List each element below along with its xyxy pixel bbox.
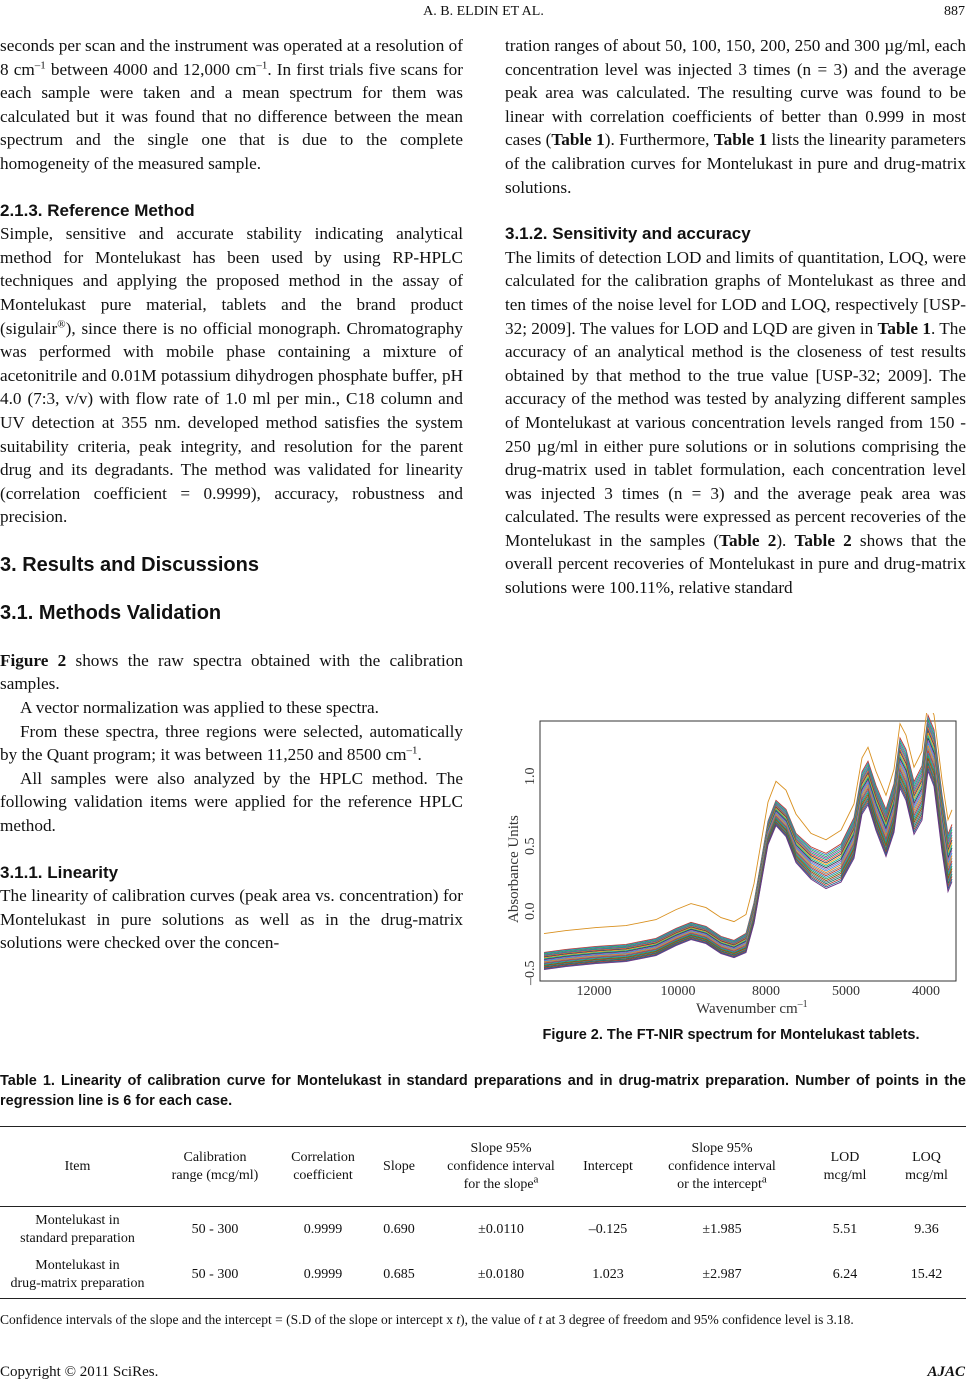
paragraph: From these spectra, three regions were selected, automatically by the Quant program; it was between 11,250 and 8500 $cm^{-1}$. (0, 721, 463, 765)
table-row (0, 1253, 966, 1299)
cell-intercept-ci: ±1.985 (702, 1221, 742, 1237)
y-tick-label: 0.0 (523, 902, 538, 920)
x-tick-label: 4000 (912, 984, 940, 999)
cell-slope-ci: ±0.0180 (427, 1253, 575, 1299)
journal-abbrev: AJAC (927, 1364, 965, 1380)
paragraph: All samples were also analyzed by the HPLC method. The following validation items were applied for the reference HPLC method. (0, 768, 463, 836)
col-header-correlation: Correlation coefficient (275, 1127, 371, 1207)
y-axis-label: Absorbance Units (506, 815, 522, 923)
col-header-intercept: Intercept (575, 1127, 641, 1207)
section-heading-3: 3. Results and Discussions (0, 553, 259, 576)
cell-slope-ci: ±0.0110 (478, 1221, 524, 1237)
copyright-notice: Copyright © 2011 SciRes. (0, 1364, 159, 1380)
x-tick-label: 12000 (576, 984, 612, 999)
cell-lod: 6.24 (803, 1253, 887, 1299)
x-tick-label: 5000 (832, 984, 860, 999)
col-header-slope: Slope (371, 1127, 427, 1207)
paragraph: Figure 2 shows the raw spectra obtained with the calibration samples. (0, 650, 463, 694)
cell-correlation: 0.9999 (275, 1253, 371, 1299)
figure-2 (496, 713, 966, 1031)
x-tick-label: 8000 (752, 984, 780, 999)
page-number: 887 (944, 4, 965, 19)
cell-item: Montelukast in standard preparation (20, 1212, 135, 1246)
section-heading-3-1: 3.1. Methods Validation (0, 601, 222, 624)
y-axis-ticks (523, 768, 538, 987)
table-caption: Table 1. Linearity of calibration curve for Montelukast in standard preparations and in drug-matrix preparation. Number of points in the regression line is 6 for each case. (0, 1073, 966, 1109)
section-heading-3-1-2: 3.1.2. Sensitivity and accuracy (505, 224, 751, 244)
cell-slope: 0.685 (371, 1253, 427, 1299)
cell-correlation: 0.9999 (303, 1221, 343, 1237)
paragraph: seconds per scan and the instrument was operated at a resolution of 8 $cm^{-1}$ between 4000 and 12,000 $cm^{-1}$. In first trials five scans for each sample were taken and a mean spectrum for them was calculated but it was found that no difference between the mean spectrum and the single one that is due to the complete homogeneity of the measured sample. (0, 36, 463, 173)
col-header-lod: LOD mcg/ml (803, 1127, 887, 1207)
cell-slope: 0.690 (383, 1221, 415, 1237)
col-header-range: Calibration range (mcg/ml) (155, 1127, 275, 1207)
paragraph: The linearity of calibration curves (peak area vs. concentration) for Montelukast in pure solutions as well as in the drug-matrix solutions were checked over the concen- (0, 886, 463, 953)
col-header-slope-ci: Slope 95% confidence interval for the slope$^a$ (427, 1127, 575, 1207)
page-header (0, 4, 967, 24)
col-header-intercept-ci: Slope 95% confidence interval or the intercept$^a$ (641, 1127, 803, 1207)
section-heading-2-1-3: 2.1.3. Reference Method (0, 200, 195, 220)
section-heading-3-1-1: 3.1.1. Linearity (0, 862, 119, 882)
cell-lod: 5.51 (832, 1221, 858, 1237)
paragraph: The limits of detection LOD and limits of quantitation, LOQ, were calculated for the calibration graphs of Montelukast as three and ten times of the noise level for LOD and LOQ, respectively [USP-32; 2009]. The values for LOD and LQD are given in Table 1. The accuracy of an analytical method is the closeness of test results obtained by that method to the true value [USP-32; 2009]. The accuracy of the method was tested by analyzing different samples of Montelukast at various concentration levels ranged from 150 - 250 µg/ml in either pure solutions or in solutions comprising the drug-matrix used in tablet formulation, each concentration level was injected 3 times (n = 3) and the average peak area was calculated. The results were expressed as percent recoveries of the Montelukast in the samples (Table 2). Table 2 shows that the overall percent recoveries of Montelukast in pure and drug-matrix solutions were 100.11%, relative standard (505, 247, 966, 598)
figure-caption: Figure 2. The FT-NIR spectrum for Montelukast tablets. (542, 1027, 920, 1043)
running-head: A. B. ELDIN ET AL. (423, 4, 544, 19)
cell-intercept: –0.125 (588, 1221, 628, 1237)
cell-range: 50 - 300 (191, 1221, 239, 1237)
right-column (505, 34, 966, 600)
paragraph: Simple, sensitive and accurate stability indicating analytical method for Montelukast has been used by using RP-HPLC techniques and applying the proposed method in the assay of Montelukast pure material, tablets and the brand product (sigulair®), since there is no official monograph. Chromatography was performed with mobile phase containing a mixture of acetonitrile and 0.01M potassium dihydrogen phosphate buffer, pH 4.0 (7:3, v/v) with flow rate of 1.0 ml per min., C18 column and UV detection at 355 nm. developed method satisfies the system suitability criteria, peak integrity, and resolution for the parent drug and its degradants. The method was validated for linearity (correlation coefficient = 0.9999), accuracy, robustness and precision. (0, 224, 463, 527)
y-tick-label: 1.0 (523, 767, 538, 785)
table-row (0, 1207, 966, 1253)
left-column (0, 34, 463, 955)
paragraph: A vector normalization was applied to these spectra. (20, 698, 379, 718)
y-tick-label: –0.5 (523, 960, 538, 985)
cell-loq: 15.42 (887, 1253, 966, 1299)
y-tick-label: 0.5 (523, 837, 538, 855)
cell-intercept-ci: ±2.987 (641, 1253, 803, 1299)
paragraph: tration ranges of about 50, 100, 150, 200, 250 and 300 µg/ml, each concentration level was injected 3 times (n = 3) and the average peak area was calculated. The resulting curve was found to be linear with correlation coefficients of better than 0.999 in most cases (Table 1). Furthermore, Table 1 lists the linearity parameters of the calibration curves for Montelukast in pure and drug-matrix solutions. (505, 36, 966, 197)
cell-range: 50 - 300 (155, 1253, 275, 1299)
col-header-item: Item (0, 1127, 155, 1207)
x-axis-label: Wavenumber $cm^{-1}$ (696, 999, 808, 1017)
col-header-loq: LOQ mcg/ml (887, 1127, 966, 1207)
cell-item: Montelukast in drug-matrix preparation (0, 1253, 155, 1299)
cell-loq: 9.36 (914, 1221, 939, 1237)
x-axis-ticks (577, 984, 941, 999)
x-tick-label: 10000 (660, 984, 696, 999)
linearity-table (0, 1126, 966, 1299)
spectrum-plot (496, 713, 966, 1025)
table-header-row (0, 1127, 966, 1207)
table-footnote: Confidence intervals of the slope and the intercept = (S.D of the slope or intercept x t), the value of t at 3 degree of freedom and 95% confidence level is 3.18. (0, 1312, 854, 1327)
cell-intercept: 1.023 (575, 1253, 641, 1299)
